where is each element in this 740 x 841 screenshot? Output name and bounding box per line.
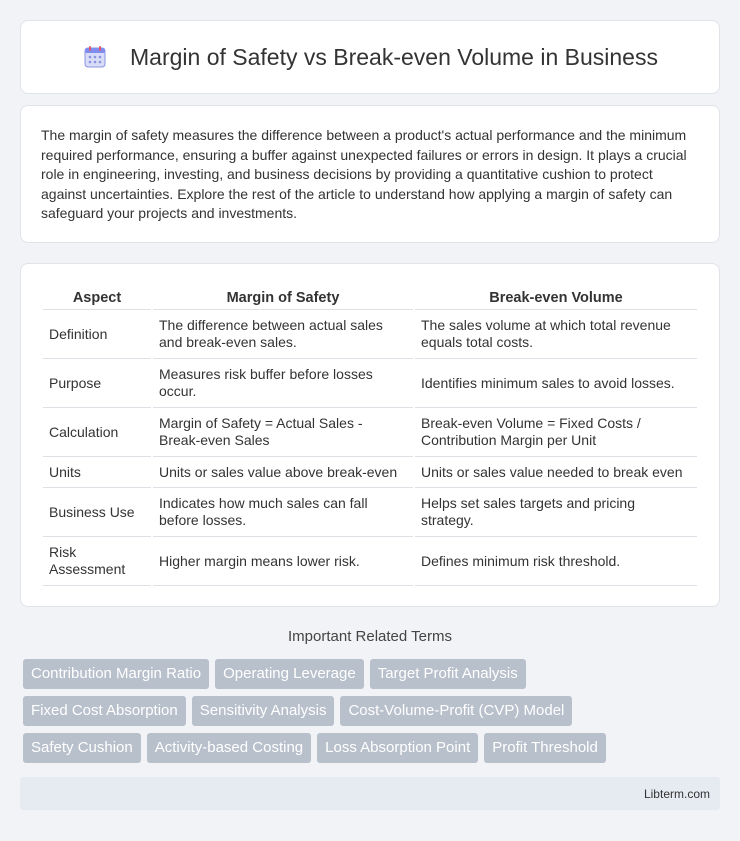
table-cell: Identifies minimum sales to avoid losses.	[415, 359, 697, 408]
intro-card	[20, 105, 720, 243]
related-term-tag[interactable]: Profit Threshold	[484, 733, 606, 763]
related-term-tag[interactable]: Contribution Margin Ratio	[23, 659, 209, 689]
table-header: Break-even Volume	[415, 284, 697, 310]
table-cell: Measures risk buffer before losses occur.	[153, 359, 413, 408]
related-term-tag[interactable]: Safety Cushion	[23, 733, 141, 763]
table-row	[43, 310, 697, 359]
page-title: Margin of Safety vs Break-even Volume in Business	[130, 43, 658, 70]
header-card	[20, 20, 720, 94]
calendar-icon	[82, 44, 108, 70]
table-cell: Risk Assessment	[43, 537, 151, 586]
table-cell: Break-even Volume = Fixed Costs / Contribution Margin per Unit	[415, 408, 697, 457]
table-cell: Units	[43, 457, 151, 488]
related-term-tag[interactable]: Operating Leverage	[215, 659, 364, 689]
table-cell: Units or sales value needed to break even	[415, 457, 697, 488]
table-row	[43, 359, 697, 408]
related-terms-title: Important Related Terms	[288, 628, 452, 645]
footer-site-link[interactable]: Libterm.com	[643, 786, 710, 801]
footer	[20, 777, 720, 810]
table-row	[43, 488, 697, 537]
table-cell: Definition	[43, 310, 151, 359]
related-term-tag[interactable]: Sensitivity Analysis	[192, 696, 335, 726]
table-row	[43, 537, 697, 586]
related-term-tag[interactable]: Activity-based Costing	[147, 733, 311, 763]
table-cell: Business Use	[43, 488, 151, 537]
tag-row	[23, 733, 723, 763]
comparison-table	[41, 284, 699, 586]
related-term-tag[interactable]: Fixed Cost Absorption	[23, 696, 186, 726]
related-term-tag[interactable]: Loss Absorption Point	[317, 733, 478, 763]
table-header: Margin of Safety	[153, 284, 413, 310]
related-term-tag[interactable]: Target Profit Analysis	[370, 659, 526, 689]
table-cell: The sales volume at which total revenue equals total costs.	[415, 310, 697, 359]
table-cell: Calculation	[43, 408, 151, 457]
comparison-table-card	[20, 263, 720, 607]
table-cell: Purpose	[43, 359, 151, 408]
table-cell: Margin of Safety = Actual Sales - Break-even Sales	[153, 408, 413, 457]
related-terms	[23, 659, 723, 770]
table-row	[43, 408, 697, 457]
table-cell: Defines minimum risk threshold.	[415, 537, 697, 586]
table-cell: Units or sales value above break-even	[153, 457, 413, 488]
related-term-tag[interactable]: Cost-Volume-Profit (CVP) Model	[340, 696, 572, 726]
tag-row	[23, 696, 723, 726]
table-cell: Higher margin means lower risk.	[153, 537, 413, 586]
tag-row	[23, 659, 723, 689]
table-cell: The difference between actual sales and break-even sales.	[153, 310, 413, 359]
table-header: Aspect	[43, 284, 151, 310]
table-cell: Helps set sales targets and pricing strategy.	[415, 488, 697, 537]
table-header-row	[43, 284, 697, 310]
table-cell: Indicates how much sales can fall before losses.	[153, 488, 413, 537]
intro-text: The margin of safety measures the difference between a product's actual performance and the minimum required performance, ensuring a buffer against unexpected failures or errors in design. It plays a crucial role in engineering, investing, and business decisions by providing a quantitative cushion to protect against uncertainties. Explore the rest of the article to understand how applying a margin of safety can safeguard your projects and investments.	[41, 127, 687, 221]
table-row	[43, 457, 697, 488]
